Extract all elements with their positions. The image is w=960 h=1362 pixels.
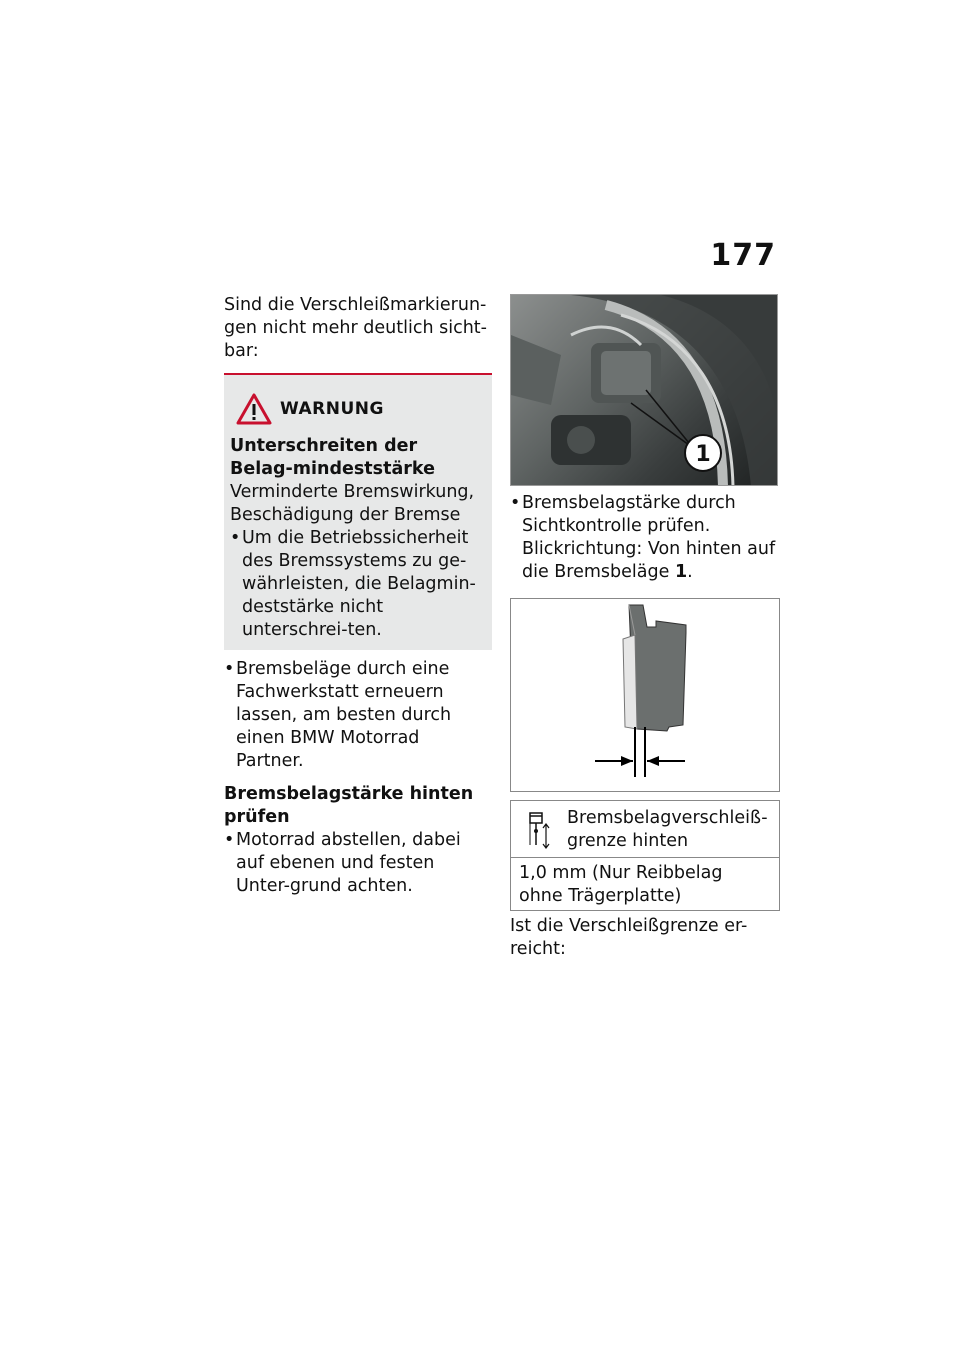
page-number: 177	[710, 238, 776, 273]
warning-triangle-icon	[236, 393, 272, 425]
bullet-park: • Motorrad abstellen, dabei auf ebenen und festen Unter-grund achten.	[224, 829, 492, 898]
right-column	[510, 294, 780, 961]
outro-text: Ist die Verschleißgrenze er-reicht:	[510, 916, 748, 959]
warning-effect: Verminderte Bremswirkung, Beschädigung der Bremse	[230, 482, 475, 525]
brake-photo-illustration	[511, 295, 778, 486]
warning-bullet: • Um die Betriebssicherheit des Bremssystems zu ge-währleisten, die Belagmin-deststärke nicht unterschrei-ten.	[230, 527, 484, 642]
brake-caliper-photo	[510, 294, 778, 486]
wear-limit-icon	[517, 807, 557, 851]
spec-value: 1,0 mm (Nur Reibbelag ohne Trägerplatte)	[519, 863, 723, 906]
bullet-workshop: • Bremsbeläge durch eine Fachwerkstatt erneuern lassen, am besten durch einen BMW Motorrad Partner.	[224, 658, 492, 773]
warning-box	[224, 373, 492, 650]
section-heading: Bremsbelagstärke hinten prüfen	[224, 784, 474, 827]
warning-header	[236, 393, 484, 425]
spec-label: Bremsbelagverschleiß-grenze hinten	[567, 808, 768, 851]
brake-pad-drawing	[510, 598, 780, 792]
spec-label-row	[511, 801, 779, 858]
intro-text: Sind die Verschleißmarkierun-gen nicht mehr deutlich sicht-bar:	[224, 295, 487, 361]
brake-pad-illustration	[511, 599, 779, 791]
spec-table	[510, 800, 780, 911]
warning-title: WARNUNG	[280, 399, 384, 419]
left-column	[224, 294, 492, 898]
photo-callout-label: 1	[695, 442, 711, 467]
warning-heading: Unterschreiten der Belag-mindeststärke	[230, 436, 435, 479]
spec-value-row	[511, 858, 779, 910]
bullet-visual-check: • Bremsbelagstärke durch Sichtkontrolle prüfen. Blickrichtung: Von hinten auf die Bremsbeläge 1.	[510, 492, 780, 584]
